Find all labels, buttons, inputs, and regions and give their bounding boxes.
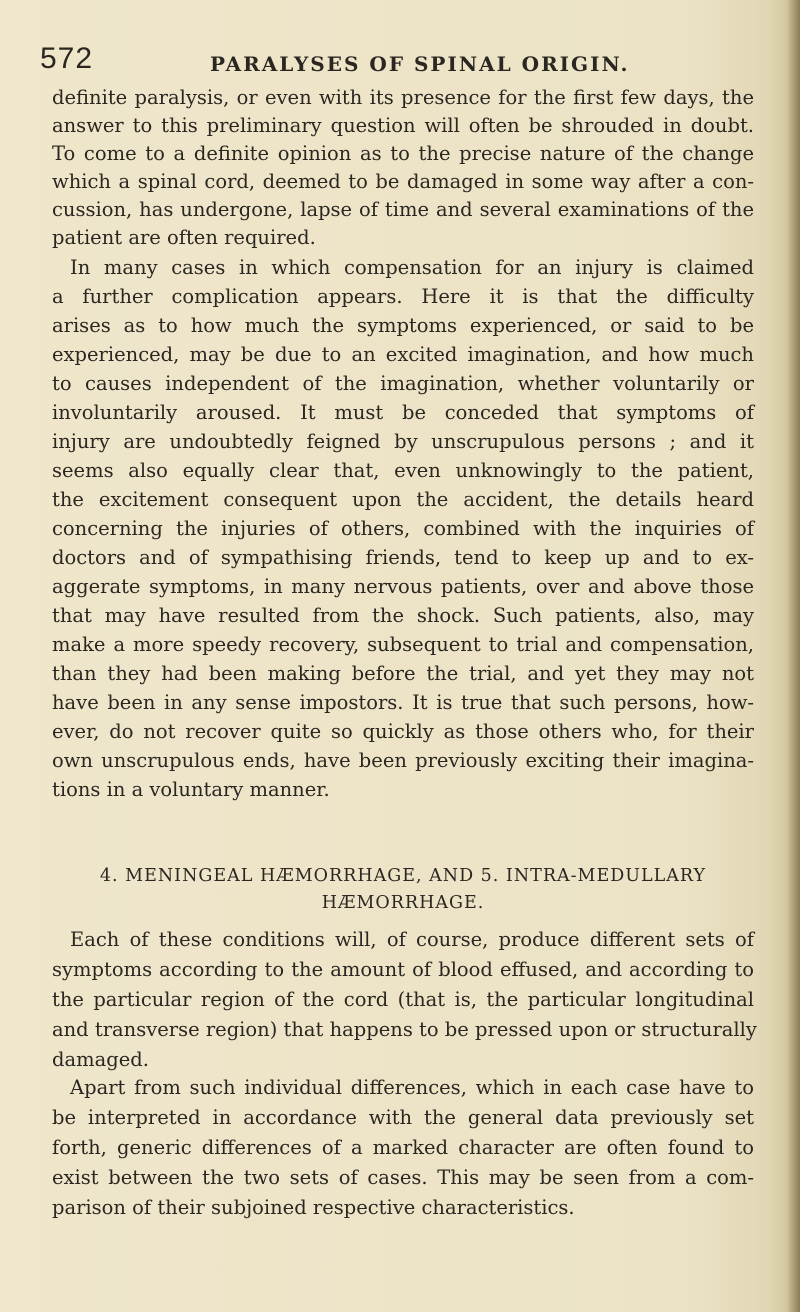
text-line: involuntarily aroused. It must be conceded that symptoms of <box>52 401 754 424</box>
page-header <box>40 36 760 84</box>
text-line: seems also equally clear that, even unknowingly to the patient, <box>52 459 754 482</box>
text-line: damaged. <box>52 1048 149 1071</box>
text-line: that may have resulted from the shock. Such patients, also, may <box>52 604 754 627</box>
text-line: experienced, may be due to an excited imagination, and how much <box>52 343 754 366</box>
page-number: 572 <box>40 42 94 75</box>
text-line: To come to a definite opinion as to the precise nature of the change <box>52 142 754 165</box>
text-line: In many cases in which compensation for an injury is claimed <box>70 256 754 279</box>
text-line: parison of their subjoined respective characteristics. <box>52 1196 575 1219</box>
text-line: symptoms according to the amount of blood effused, and according to <box>52 958 754 981</box>
text-line: answer to this preliminary question will often be shrouded in doubt. <box>52 114 754 137</box>
text-line: patient are often required. <box>52 226 316 249</box>
text-line: aggerate symptoms, in many nervous patients, over and above those <box>52 575 754 598</box>
text-line: injury are undoubtedly feigned by unscrupulous persons ; and it <box>52 430 754 453</box>
running-title: PARALYSES OF SPINAL ORIGIN. <box>210 52 630 76</box>
text-line: to causes independent of the imagination, whether voluntarily or <box>52 372 754 395</box>
text-line: the particular region of the cord (that is, the particular longitudinal <box>52 988 754 1011</box>
text-line: tions in a voluntary manner. <box>52 778 330 801</box>
text-line: forth, generic differences of a marked character are often found to <box>52 1136 754 1159</box>
text-line: make a more speedy recovery, subsequent to trial and compensation, <box>52 633 754 656</box>
text-line: ever, do not recover quite so quickly as those others who, for their <box>52 720 754 743</box>
text-line: which a spinal cord, deemed to be damaged in some way after a con- <box>52 170 754 193</box>
text-line: exist between the two sets of cases. This may be seen from a com- <box>52 1166 754 1189</box>
text-line: be interpreted in accordance with the general data previously set <box>52 1106 754 1129</box>
text-line: Apart from such individual differences, which in each case have to <box>70 1076 754 1099</box>
text-line: own unscrupulous ends, have been previously exciting their imagina- <box>52 749 754 772</box>
text-line: and transverse region) that happens to be pressed upon or structurally <box>52 1018 757 1041</box>
text-line: than they had been making before the trial, and yet they may not <box>52 662 754 685</box>
page-binding-edge <box>786 0 800 1312</box>
text-line: cussion, has undergone, lapse of time and several examinations of the <box>52 198 754 221</box>
text-line: definite paralysis, or even with its presence for the first few days, the <box>52 86 754 109</box>
text-line: arises as to how much the symptoms experienced, or said to be <box>52 314 754 337</box>
text-line: concerning the injuries of others, combined with the inquiries of <box>52 517 754 540</box>
text-line: have been in any sense impostors. It is true that such persons, how- <box>52 691 754 714</box>
section-heading-line-1: 4. MENINGEAL HÆMORRHAGE, AND 5. INTRA-MEDULLARY <box>99 866 707 886</box>
text-line: a further complication appears. Here it is that the difficulty <box>52 285 754 308</box>
text-line: the excitement consequent upon the accident, the details heard <box>52 488 754 511</box>
section-heading-line-2: HÆMORRHAGE. <box>321 893 485 913</box>
text-line: Each of these conditions will, of course, produce different sets of <box>70 928 754 951</box>
text-line: doctors and of sympathising friends, tend to keep up and to ex- <box>52 546 754 569</box>
